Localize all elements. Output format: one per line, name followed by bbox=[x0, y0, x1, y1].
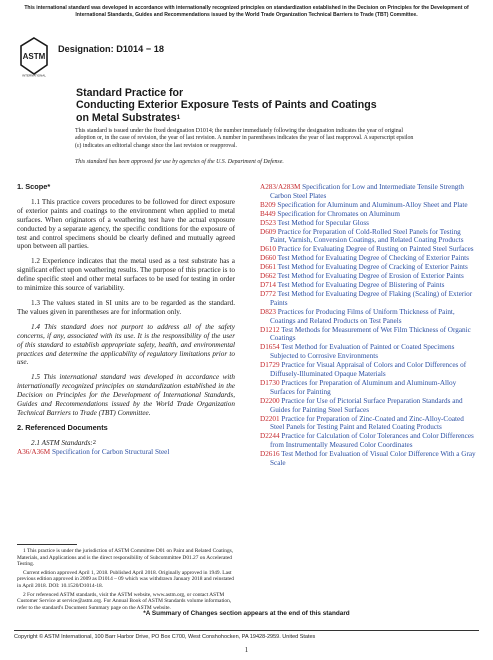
reference-item[interactable] bbox=[260, 379, 476, 397]
title-line-3 bbox=[76, 112, 421, 124]
astm-standards-subheading bbox=[17, 439, 235, 448]
reference-title[interactable]: Specification for Low and Intermediate Tensile Strength Carbon Steel Plates bbox=[270, 183, 464, 200]
reference-code[interactable]: A36/A36M bbox=[17, 447, 51, 456]
scope-paragraph-1: 1.1 This practice covers procedures to be followed for direct exposure of exterior paints and coatings to the environment when applied to metal surfaces. When originators of a weathering test have the actual exposure conducted by a separate agency, the specific conditions for the exposure of test and control specimens should be clearly defined and mutually agreed upon between all parties. bbox=[17, 197, 235, 251]
page-number: 1 bbox=[244, 646, 249, 654]
footnote-2: 2 For referenced ASTM standards, visit the ASTM website, www.astm.org, or contact ASTM Customer Service at service@astm.org. For Annual Book of ASTM Standards volume information, refer to the standard's Document Summary page on the ASTM website. bbox=[17, 591, 232, 611]
reference-title[interactable]: Specification for Carbon Structural Steel bbox=[51, 447, 170, 456]
astm-standards-mark: 2 bbox=[92, 438, 96, 446]
reference-title[interactable]: Test Method for Evaluating Degree of Checking of Exterior Paints bbox=[277, 254, 469, 263]
reference-title[interactable]: Test Method for Evaluation of Painted or Coated Specimens Subjected to Corrosive Environments bbox=[270, 343, 455, 361]
reference-title[interactable]: Test Method for Evaluating Degree of Blistering of Paints bbox=[277, 280, 445, 289]
reference-title[interactable]: Practice for Evaluating Degree of Rusting on Painted Steel Surfaces bbox=[277, 245, 474, 254]
reference-title[interactable]: Test Method for Specular Gloss bbox=[277, 218, 369, 227]
scope-paragraph-4: 1.4 This standard does not purport to address all of the safety concerns, if any, associated with its use. It is the responsibility of the user of this standard to establish appropriate safety, health, and environmental practices and determine the applicability of regulatory limitations prior to use. bbox=[17, 322, 235, 367]
svg-text:ASTM: ASTM bbox=[22, 52, 46, 61]
tbt-notice: This international standard was developed in accordance with internationally recognized principles on standardization established in the Decision on Principles for the Development of International Standards, Guides and Recommendations issued by the World Trade Organization Technical Barriers to Trade (TBT) Committee. bbox=[24, 5, 469, 18]
reference-code[interactable]: D823 bbox=[260, 307, 276, 316]
reference-item[interactable] bbox=[260, 201, 476, 210]
logo-text: INTERNATIONAL bbox=[22, 73, 46, 77]
reference-code[interactable]: D1730 bbox=[260, 378, 280, 387]
scope-paragraph-5: 1.5 This international standard was developed in accordance with internationally recognized principles on standardization established in the Decision on Principles for the Development of International Standards, Guides and Recommendations issued by the World Trade Organization Technical Barriers to Trade (TBT) Committee. bbox=[17, 373, 235, 417]
scope-paragraph-2: 1.2 Experience indicates that the metal used as a test substrate has a significant effect upon weathering results. The purpose of this practice is to define specific steel and other metal surfaces to be used for testing in order to minimize this source of variability. bbox=[17, 257, 235, 293]
title-line-2: Conducting Exterior Exposure Tests of Paints and Coatings bbox=[76, 99, 377, 112]
reference-code[interactable]: D1654 bbox=[260, 343, 280, 352]
reference-item[interactable] bbox=[260, 290, 476, 308]
reference-item[interactable] bbox=[17, 448, 235, 457]
reference-item[interactable] bbox=[260, 343, 476, 361]
reference-item[interactable] bbox=[260, 183, 476, 201]
reference-code[interactable]: D660 bbox=[260, 254, 276, 263]
summary-of-changes-note: *A Summary of Changes section appears at the end of this standard bbox=[143, 610, 350, 617]
copyright-line: Copyright © ASTM International, 100 Barr Harbor Drive, PO Box C700, West Conshohocken, PA 19428-2959. United States bbox=[14, 630, 479, 640]
astm-logo bbox=[19, 37, 49, 77]
standard-note: This standard is issued under the fixed designation D1014; the number immediately following the designation indicates the year of original adoption or, in the case of revision, the year of last revision. A number in parentheses indicates the year of last reapproval. A superscript epsilon (ε) indicates an editorial change since the last revision or reapproval. bbox=[75, 128, 414, 149]
reference-item[interactable] bbox=[260, 361, 476, 379]
reference-title[interactable]: Practice for Calculation of Color Tolerances and Color Differences from Instrumentally Measured Color Coordinates bbox=[270, 432, 474, 450]
reference-title[interactable]: Practices for Producing Films of Uniform Thickness of Paint, Coatings and Related Products on Test Panels bbox=[270, 307, 455, 325]
reference-item[interactable] bbox=[260, 432, 476, 450]
title-footnote-mark: 1 bbox=[176, 113, 181, 121]
reference-item[interactable] bbox=[260, 272, 476, 281]
reference-title[interactable]: Practice for Preparation of Zinc-Coated and Zinc-Alloy-Coated Steel Panels for Testing Paint and Related Coating Products bbox=[270, 414, 464, 432]
title-line-1: Standard Practice for bbox=[76, 87, 184, 99]
reference-code[interactable]: B449 bbox=[260, 209, 276, 218]
reference-code[interactable]: D2616 bbox=[260, 450, 280, 459]
footnote-1: 1 This practice is under the jurisdiction of ASTM Committee D01 on Paint and Related Coatings, Materials, and Applications and is the direct responsibility of Subcommittee D01.27 on Accelerated Testing. bbox=[17, 548, 234, 568]
footnotes bbox=[17, 544, 235, 613]
footnote-1-edition: Current edition approved April 1, 2018. Published April 2018. Originally approved in 1949. Last previous edition approved in 2009 as D1014 – 09 which was withdrawn January 2018 and reinstated in April 2018. DOI: 10.1520/D1014-18. bbox=[17, 569, 234, 589]
reference-code[interactable]: D661 bbox=[260, 263, 276, 272]
reference-item[interactable] bbox=[260, 210, 476, 219]
reference-item[interactable] bbox=[260, 397, 476, 415]
reference-item[interactable] bbox=[260, 450, 476, 468]
reference-code[interactable]: D1729 bbox=[260, 361, 280, 370]
reference-code[interactable]: A283/A283M bbox=[260, 183, 301, 191]
reference-code[interactable]: B209 bbox=[260, 200, 276, 209]
reference-title[interactable]: Test Methods for Measurement of Wet Film Thickness of Organic Coatings bbox=[270, 325, 471, 343]
title-line-3-text: on Metal Substrates bbox=[76, 111, 177, 124]
designation: Designation: D1014 − 18 bbox=[58, 44, 164, 54]
reference-code[interactable]: D2244 bbox=[260, 432, 280, 441]
reference-item[interactable] bbox=[260, 281, 476, 290]
reference-title[interactable]: Test Method for Evaluating Degree of Flaking (Scaling) of Exterior Paints bbox=[270, 289, 473, 307]
approval-note: This standard has been approved for use by agencies of the U.S. Department of Defense. bbox=[75, 159, 284, 165]
reference-title[interactable]: Test Method for Evaluation of Visual Color Difference With a Gray Scale bbox=[270, 450, 476, 468]
reference-item[interactable] bbox=[260, 308, 476, 326]
footnote-divider bbox=[17, 544, 77, 545]
reference-item[interactable] bbox=[260, 415, 476, 433]
reference-title[interactable]: Practice for Visual Appraisal of Colors and Color Differences of Diffusely-Illuminated Opaque Materials bbox=[270, 361, 467, 379]
reference-title[interactable]: Practices for Preparation of Aluminum and Aluminum-Alloy Surfaces for Painting bbox=[270, 378, 457, 396]
reference-code[interactable]: D609 bbox=[260, 227, 276, 236]
scope-paragraph-3: 1.3 The values stated in SI units are to be regarded as the standard. The values given in parentheses are for information only. bbox=[17, 298, 235, 316]
reference-title[interactable]: Specification for Chromates on Aluminum bbox=[277, 209, 400, 218]
reference-code[interactable]: D1212 bbox=[260, 325, 280, 334]
reference-item[interactable] bbox=[260, 245, 476, 254]
reference-item[interactable] bbox=[260, 219, 476, 228]
reference-code[interactable]: D610 bbox=[260, 245, 276, 254]
right-column bbox=[260, 183, 476, 468]
reference-code[interactable]: D662 bbox=[260, 272, 276, 281]
document-title bbox=[76, 87, 421, 124]
reference-item[interactable] bbox=[260, 228, 476, 246]
left-column bbox=[17, 183, 235, 457]
scope-heading: 1. Scope* bbox=[17, 182, 51, 191]
reference-title[interactable]: Test Method for Evaluating Degree of Cracking of Exterior Paints bbox=[277, 263, 468, 272]
reference-title[interactable]: Test Method for Evaluating Degree of Erosion of Exterior Paints bbox=[277, 272, 464, 281]
references-heading: 2. Referenced Documents bbox=[17, 422, 108, 432]
reference-title[interactable]: Specification for Aluminum and Aluminum-Alloy Sheet and Plate bbox=[277, 200, 468, 209]
reference-code[interactable]: D772 bbox=[260, 289, 276, 298]
reference-code[interactable]: D2200 bbox=[260, 396, 280, 405]
reference-item[interactable] bbox=[260, 254, 476, 263]
reference-code[interactable]: D714 bbox=[260, 280, 276, 289]
reference-code[interactable]: D523 bbox=[260, 218, 276, 227]
reference-item[interactable] bbox=[260, 326, 476, 344]
astm-standards-label: 2.1 ASTM Standards: bbox=[31, 438, 93, 447]
reference-code[interactable]: D2201 bbox=[260, 414, 280, 423]
reference-title[interactable]: Practice for Use of Pictorial Surface Preparation Standards and Guides for Painting Steel Surfaces bbox=[270, 396, 463, 414]
reference-item[interactable] bbox=[260, 263, 476, 272]
reference-title[interactable]: Practice for Preparation of Cold-Rolled Steel Panels for Testing Paint, Varnish, Conversion Coatings, and Related Coating Products bbox=[270, 227, 464, 245]
